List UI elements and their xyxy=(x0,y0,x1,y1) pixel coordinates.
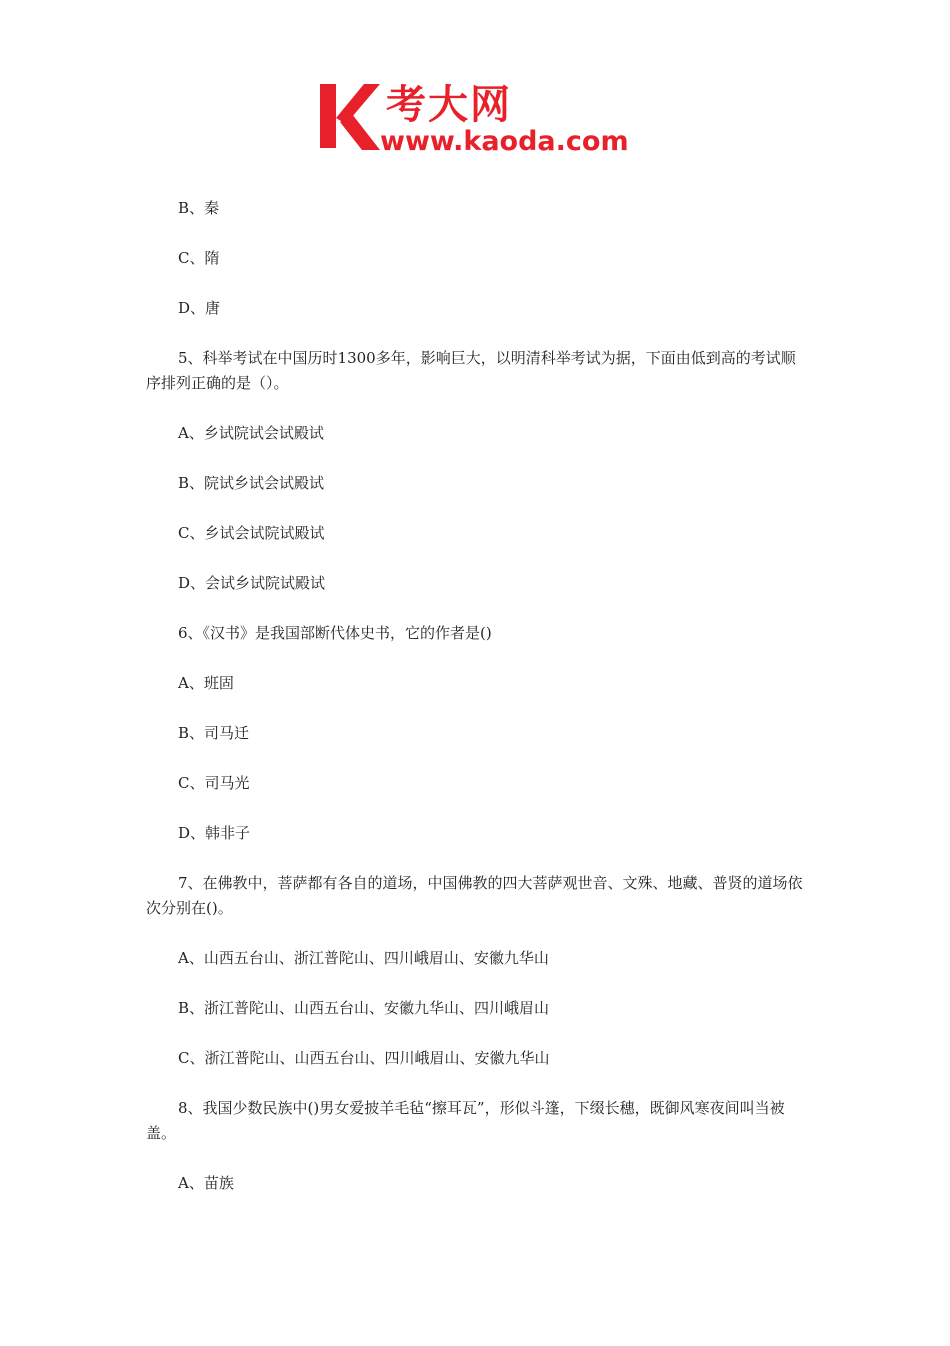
question-5: 5、科举考试在中国历时1300多年，影响巨大，以明清科举考试为据，下面由低到高的考试顺序排列正确的是（）。 xyxy=(146,349,796,392)
q7-option-a: A、山西五台山、浙江普陀山、四川峨眉山、安徽九华山 xyxy=(178,949,549,967)
q5-option-a: A、乡试院试会试殿试 xyxy=(178,424,324,442)
question-7: 7、在佛教中，菩萨都有各自的道场，中国佛教的四大菩萨观世音、文殊、地藏、普贤的道场依次分别在()。 xyxy=(146,874,803,917)
q6-option-a: A、班固 xyxy=(178,674,234,692)
q7-option-c: C、浙江普陀山、山西五台山、四川峨眉山、安徽九华山 xyxy=(178,1049,550,1067)
q6-option-d: D、韩非子 xyxy=(178,824,251,842)
option-d-tang: D、唐 xyxy=(178,299,221,317)
q7-option-b: B、浙江普陀山、山西五台山、安徽九华山、四川峨眉山 xyxy=(178,999,550,1017)
k-logo-icon xyxy=(316,80,382,152)
question-6: 6、《汉书》是我国部断代体史书，它的作者是() xyxy=(178,624,492,642)
kaoda-logo[interactable] xyxy=(316,80,642,162)
q6-option-c: C、司马光 xyxy=(178,774,250,792)
q5-option-c: C、乡试会试院试殿试 xyxy=(178,524,325,542)
q8-option-a: A、苗族 xyxy=(178,1174,234,1192)
q5-option-d: D、会试乡试院试殿试 xyxy=(178,574,326,592)
option-b-qin: B、秦 xyxy=(178,199,220,217)
logo-url: www.kaoda.com xyxy=(380,126,629,157)
question-8: 8、我国少数民族中()男女爱披羊毛毡“擦耳瓦”，形似斗篷，下缀长穗，既御风寒夜间叫当被盖。 xyxy=(146,1099,785,1142)
q5-option-b: B、院试乡试会试殿试 xyxy=(178,474,325,492)
option-c-sui: C、隋 xyxy=(178,249,220,267)
logo-chinese-name: 考大网 xyxy=(386,82,512,128)
q6-option-b: B、司马迁 xyxy=(178,724,250,742)
